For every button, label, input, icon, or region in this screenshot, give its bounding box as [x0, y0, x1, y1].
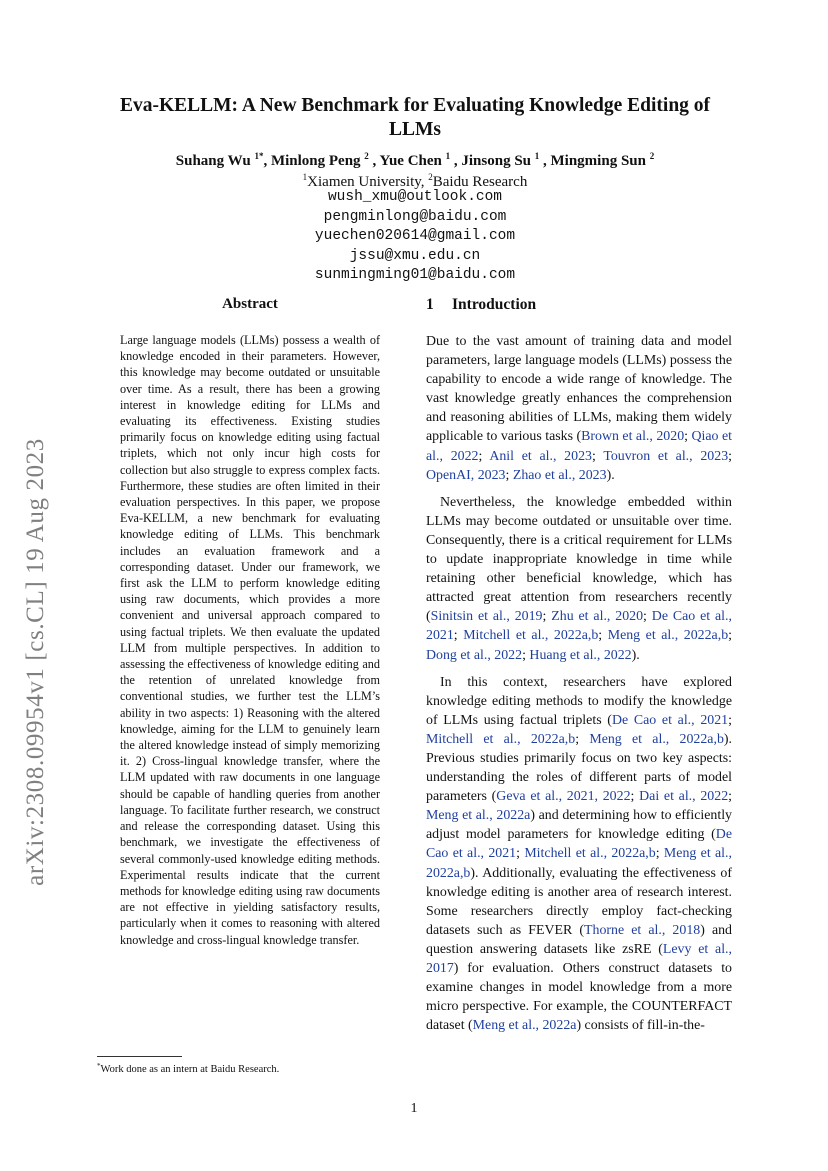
- author-affiliation-mark: 2: [649, 151, 655, 161]
- citation-link[interactable]: Mitchell et al., 2022a,b: [463, 628, 599, 644]
- citation-link[interactable]: Meng et al., 2022a: [472, 1018, 577, 1034]
- author-name: Jinsong Su: [461, 153, 532, 169]
- citation-link[interactable]: Zhao et al., 2023: [512, 467, 607, 483]
- citation-link[interactable]: Touvron et al., 2023: [603, 448, 729, 464]
- citation-link[interactable]: Qiao et al., 2022: [426, 429, 732, 464]
- author-name: Minlong Peng: [270, 153, 361, 169]
- paragraph-text: ;: [478, 448, 490, 464]
- citation-link[interactable]: Dong et al., 2022: [426, 647, 523, 663]
- email-address: pengminlong@baidu.com: [323, 208, 507, 225]
- citation-link[interactable]: Meng et al., 2022a,b: [589, 731, 724, 747]
- paragraph-text: ;: [591, 448, 604, 464]
- author-name: Yue Chen: [379, 153, 442, 169]
- page-number: 1: [410, 1101, 418, 1116]
- paragraph-text: ;: [516, 846, 525, 862]
- paragraph-text: ).: [631, 647, 640, 663]
- paragraph-text: ;: [728, 712, 732, 728]
- author-affiliation-mark: 1: [534, 151, 540, 161]
- footnote-mark: *: [97, 1062, 101, 1070]
- section-number: 1: [426, 296, 434, 313]
- abstract-heading: Abstract: [222, 296, 278, 312]
- citation-link[interactable]: Thorne et al., 2018: [584, 922, 701, 938]
- paragraph-text: In this context, researchers have explored knowledge editing methods to modify the knowledge of LLMs using factual triplets (: [426, 674, 732, 728]
- email-address: wush_xmu@outlook.com: [327, 189, 503, 205]
- section-heading-introduction: [426, 296, 536, 314]
- paragraph-text: ;: [728, 628, 733, 644]
- affiliation-name: Xiamen University,: [307, 174, 429, 190]
- footnote-divider: [97, 1056, 182, 1057]
- email-address: jssu@xmu.edu.cn: [349, 247, 481, 264]
- email-address: yuechen020614@gmail.com: [314, 228, 516, 244]
- paragraph-text: ). Additionally, evaluating the effectiveness of knowledge editing is another area of research interest. Some researchers directly employ fact-checking datasets such as FEVER (: [426, 865, 732, 938]
- paragraph-text: ;: [598, 628, 608, 644]
- paragraph-text: ;: [643, 609, 652, 625]
- affiliation-mark: 1: [302, 172, 308, 182]
- citation-link[interactable]: Mitchell et al., 2022a,b: [524, 846, 656, 862]
- paragraph-text: ) consists of fill-in-the-: [576, 1018, 705, 1034]
- citation-link[interactable]: Dai et al., 2022: [639, 789, 729, 805]
- paragraph-text: ) for evaluation. Others construct datasets to examine changes in model knowledge from a more micro perspective. For example, the COUNTERFACT dataset (: [426, 961, 732, 1034]
- paragraph-text: ) and question answering datasets like zsRE (: [426, 922, 732, 957]
- paragraph: [426, 493, 732, 665]
- citation-link[interactable]: Mitchell et al., 2022a,b: [426, 731, 576, 747]
- paragraph-text: ;: [542, 609, 552, 625]
- abstract-text: Large language models (LLMs) possess a wealth of knowledge encoded in their parameters. However, this knowledge may become outdated or unsuitable over time. As a result, there has been a growing interest in knowledge editing for LLMs and evaluating its effectiveness. Existing studies primarily focus on knowledge editing using factual triplets, which not only incur high costs for collection but also struggle to express complex facts. Furthermore, these studies are often limited in their evaluation perspectives. In this paper, we propose Eva-KELLM, a new benchmark for evaluating knowledge editing of LLMs. This benchmark includes an evaluation framework and a corresponding dataset. Under our framework, we first ask the LLM to perform knowledge editing using raw documents, which provides a more convenient and universal approach compared to using factual triplets. We then evaluate the updated LLM from multiple perspectives. In addition to assessing the effectiveness of knowledge editing and the retention of unrelated knowledge from conventional studies, we further test the LLM’s ability in two aspects: 1) Reasoning with the altered knowledge, aiming for the LLM to genuinely learn the altered knowledge instead of simply memorizing it. 2) Cross-lingual knowledge transfer, where the LLM updated with raw documents in one language should be capable of handling queries from another language. To facilitate further research, we construct and release the corresponding dataset. Using this benchmark, we investigate the effectiveness of several commonly-used knowledge editing methods. Experimental results indicate that the current methods for knowledge editing using raw documents are not effective in yielding satisfactory results, particularly when it comes to reasoning with altered knowledge and cross-lingual knowledge transfer.: [120, 333, 380, 947]
- paragraph-text: ). Previous studies primarily focus on two key aspects: understanding the roles of different parts of model parameters (: [426, 731, 733, 805]
- citation-link[interactable]: Levy et al., 2017: [426, 941, 732, 976]
- paragraph-text: ;: [684, 429, 692, 445]
- paragraph-text: ;: [728, 789, 732, 805]
- paragraph-text: ;: [505, 467, 513, 483]
- paragraph-text: ) and determining how to efficiently adjust model parameters for knowledge editing (: [426, 808, 732, 843]
- affiliation-mark: 2: [428, 172, 433, 182]
- citation-link[interactable]: Meng et al., 2022a,b: [607, 628, 729, 644]
- citation-link[interactable]: Sinitsin et al., 2019: [430, 609, 543, 625]
- paragraph-text: ;: [630, 789, 640, 805]
- paragraph-text: Nevertheless, the knowledge embedded within LLMs may become outdated or unsuitable over time. Consequently, there is a critical requirement for LLMs to update inappropriate knowledge in time while retaining other beneficial knowledge, which has attracted great attention from researchers recently (: [426, 494, 732, 625]
- citation-link[interactable]: Anil et al., 2023: [489, 448, 592, 464]
- footnote: [97, 1062, 279, 1075]
- paragraph: [426, 673, 732, 1036]
- arxiv-identifier-text: arXiv:2308.09954v1 [cs.CL] 19 Aug 2023: [22, 438, 49, 886]
- citation-link[interactable]: OpenAI, 2023: [426, 467, 506, 483]
- citation-link[interactable]: Meng et al., 2022a,b: [426, 846, 732, 881]
- paragraph: [426, 332, 732, 485]
- author-list: Suhang Wu $^{1*}$, Minlong Peng $^2$ , Yue Chen $^1$ , Jinsong Su $^1$ , Mingming Sun $^2$: [175, 151, 655, 169]
- paragraph-text: ;: [655, 846, 664, 862]
- citation-link[interactable]: De Cao et al., 2021: [426, 609, 732, 644]
- citation-link[interactable]: Geva et al., 2021, 2022: [496, 789, 631, 805]
- section-title: Introduction: [452, 296, 537, 313]
- affiliation-name: Baidu Research: [432, 174, 528, 190]
- paragraph-text: ;: [522, 647, 530, 663]
- author-affiliation-mark: 1*: [254, 151, 264, 161]
- paper-title: Eva-KELLM: A New Benchmark for Evaluating Knowledge Editing of LLMs: [119, 95, 711, 140]
- paragraph-text: ;: [453, 628, 464, 644]
- email-address: sunmingming01@baidu.com: [314, 267, 516, 283]
- footnote-text: Work done as an intern at Baidu Research.: [100, 1064, 280, 1075]
- author-name: Mingming Sun: [550, 153, 646, 169]
- citation-link[interactable]: Brown et al., 2020: [581, 429, 685, 445]
- author-name: Suhang Wu: [175, 153, 251, 169]
- paragraph-text: ;: [728, 448, 732, 464]
- paragraph-text: Due to the vast amount of training data and model parameters, large language models (LLMs) possess the capability to encode a wide range of knowledge. The vast knowledge greatly enhances the comprehension and reasoning abilities of LLMs, making them widely applicable to various tasks (: [426, 334, 732, 445]
- citation-link[interactable]: Huang et al., 2022: [529, 647, 632, 663]
- introduction-body: [426, 332, 732, 1043]
- author-affiliation-mark: 2: [364, 151, 369, 161]
- citation-link[interactable]: De Cao et al., 2021: [611, 712, 729, 728]
- citation-link[interactable]: Zhu et al., 2020: [551, 609, 644, 625]
- paragraph-text: ).: [606, 467, 615, 483]
- citation-link[interactable]: De Cao et al., 2021: [426, 827, 732, 862]
- citation-link[interactable]: Meng et al., 2022a: [426, 808, 531, 824]
- email-list: [95, 188, 735, 286]
- paragraph-text: ;: [575, 731, 590, 747]
- author-affiliation-mark: 1: [445, 151, 451, 161]
